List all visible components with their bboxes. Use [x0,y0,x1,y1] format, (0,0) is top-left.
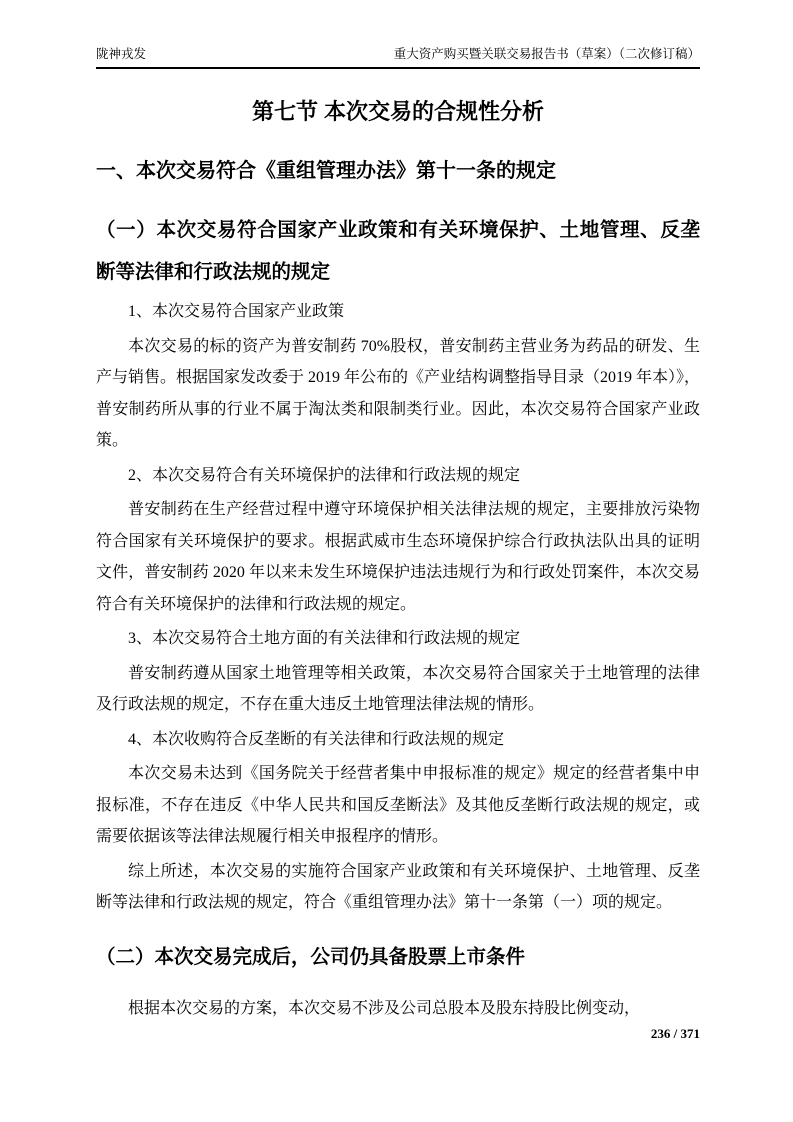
item-2-paragraph: 普安制药在生产经营过程中遵守环境保护相关法律法规的规定，主要排放污染物符合国家有关环境保护的要求。根据武威市生态环境保护综合行政执法队出具的证明文件，普安制药 2020 年以来未发生环境保护违法违规行为和行政处罚案件，本次交易符合有关环境保护的法律和行政法规的规定。 [96,501,700,613]
page-header [96,46,700,69]
chapter-title: 第七节 本次交易的合规性分析 [251,99,545,124]
header-document-title: 重大资产购买暨关联交易报告书（草案）（二次修订稿） [393,47,700,61]
item-1-heading: 1、本次交易符合国家产业政策 [128,303,345,320]
subsection-1-1-conclusion-paragraph: 综上所述，本次交易的实施符合国家产业政策和有关环境保护、土地管理、反垄断等法律和行政法规的规定，符合《重组管理办法》第十一条第（一）项的规定。 [96,862,700,911]
subsection-1-2-heading: （二）本次交易完成后，公司仍具备股票上市条件 [96,945,526,968]
item-4-heading: 4、本次收购符合反垄断的有关法律和行政法规的规定 [128,730,505,748]
item-1-paragraph: 本次交易的标的资产为普安制药 70%股权，普安制药主营业务为药品的研发、生产与销售。根据国家发改委于 2019 年公布的《产业结构调整指导目录（2019 年本）》，普安制药所从事的行业不属于淘汰类和限制类行业。因此，本次交易符合国家产业政策。 [96,337,701,449]
header-company-name: 陇神戎发 [96,47,147,61]
section-1-heading: 一、本次交易符合《重组管理办法》第十一条的规定 [96,160,556,182]
page-number: 236 / 371 [650,1026,700,1041]
item-4-paragraph: 本次交易未达到《国务院关于经营者集中申报标准的规定》规定的经营者集中申报标准，不存在违反《中华人民共和国反垄断法》及其他反垄断行政法规的规定，或需要依据该等法律法规履行相关申报程序的情形。 [96,765,700,845]
item-2-heading: 2、本次交易符合有关环境保护的法律和行政法规的规定 [128,466,521,484]
subsection-1-2-paragraph: 根据本次交易的方案，本次交易不涉及公司总股本及股东持股比例变动， [128,999,641,1017]
item-3-paragraph: 普安制药遵从国家土地管理等相关政策，本次交易符合国家关于土地管理的法律及行政法规的规定，不存在重大违反土地管理法律法规的情形。 [96,664,700,713]
subsection-1-1-heading: （一）本次交易符合国家产业政策和有关环境保护、土地管理、反垄断等法律和行政法规的规定 [96,219,700,283]
item-3-heading: 3、本次交易符合土地方面的有关法律和行政法规的规定 [128,630,521,647]
